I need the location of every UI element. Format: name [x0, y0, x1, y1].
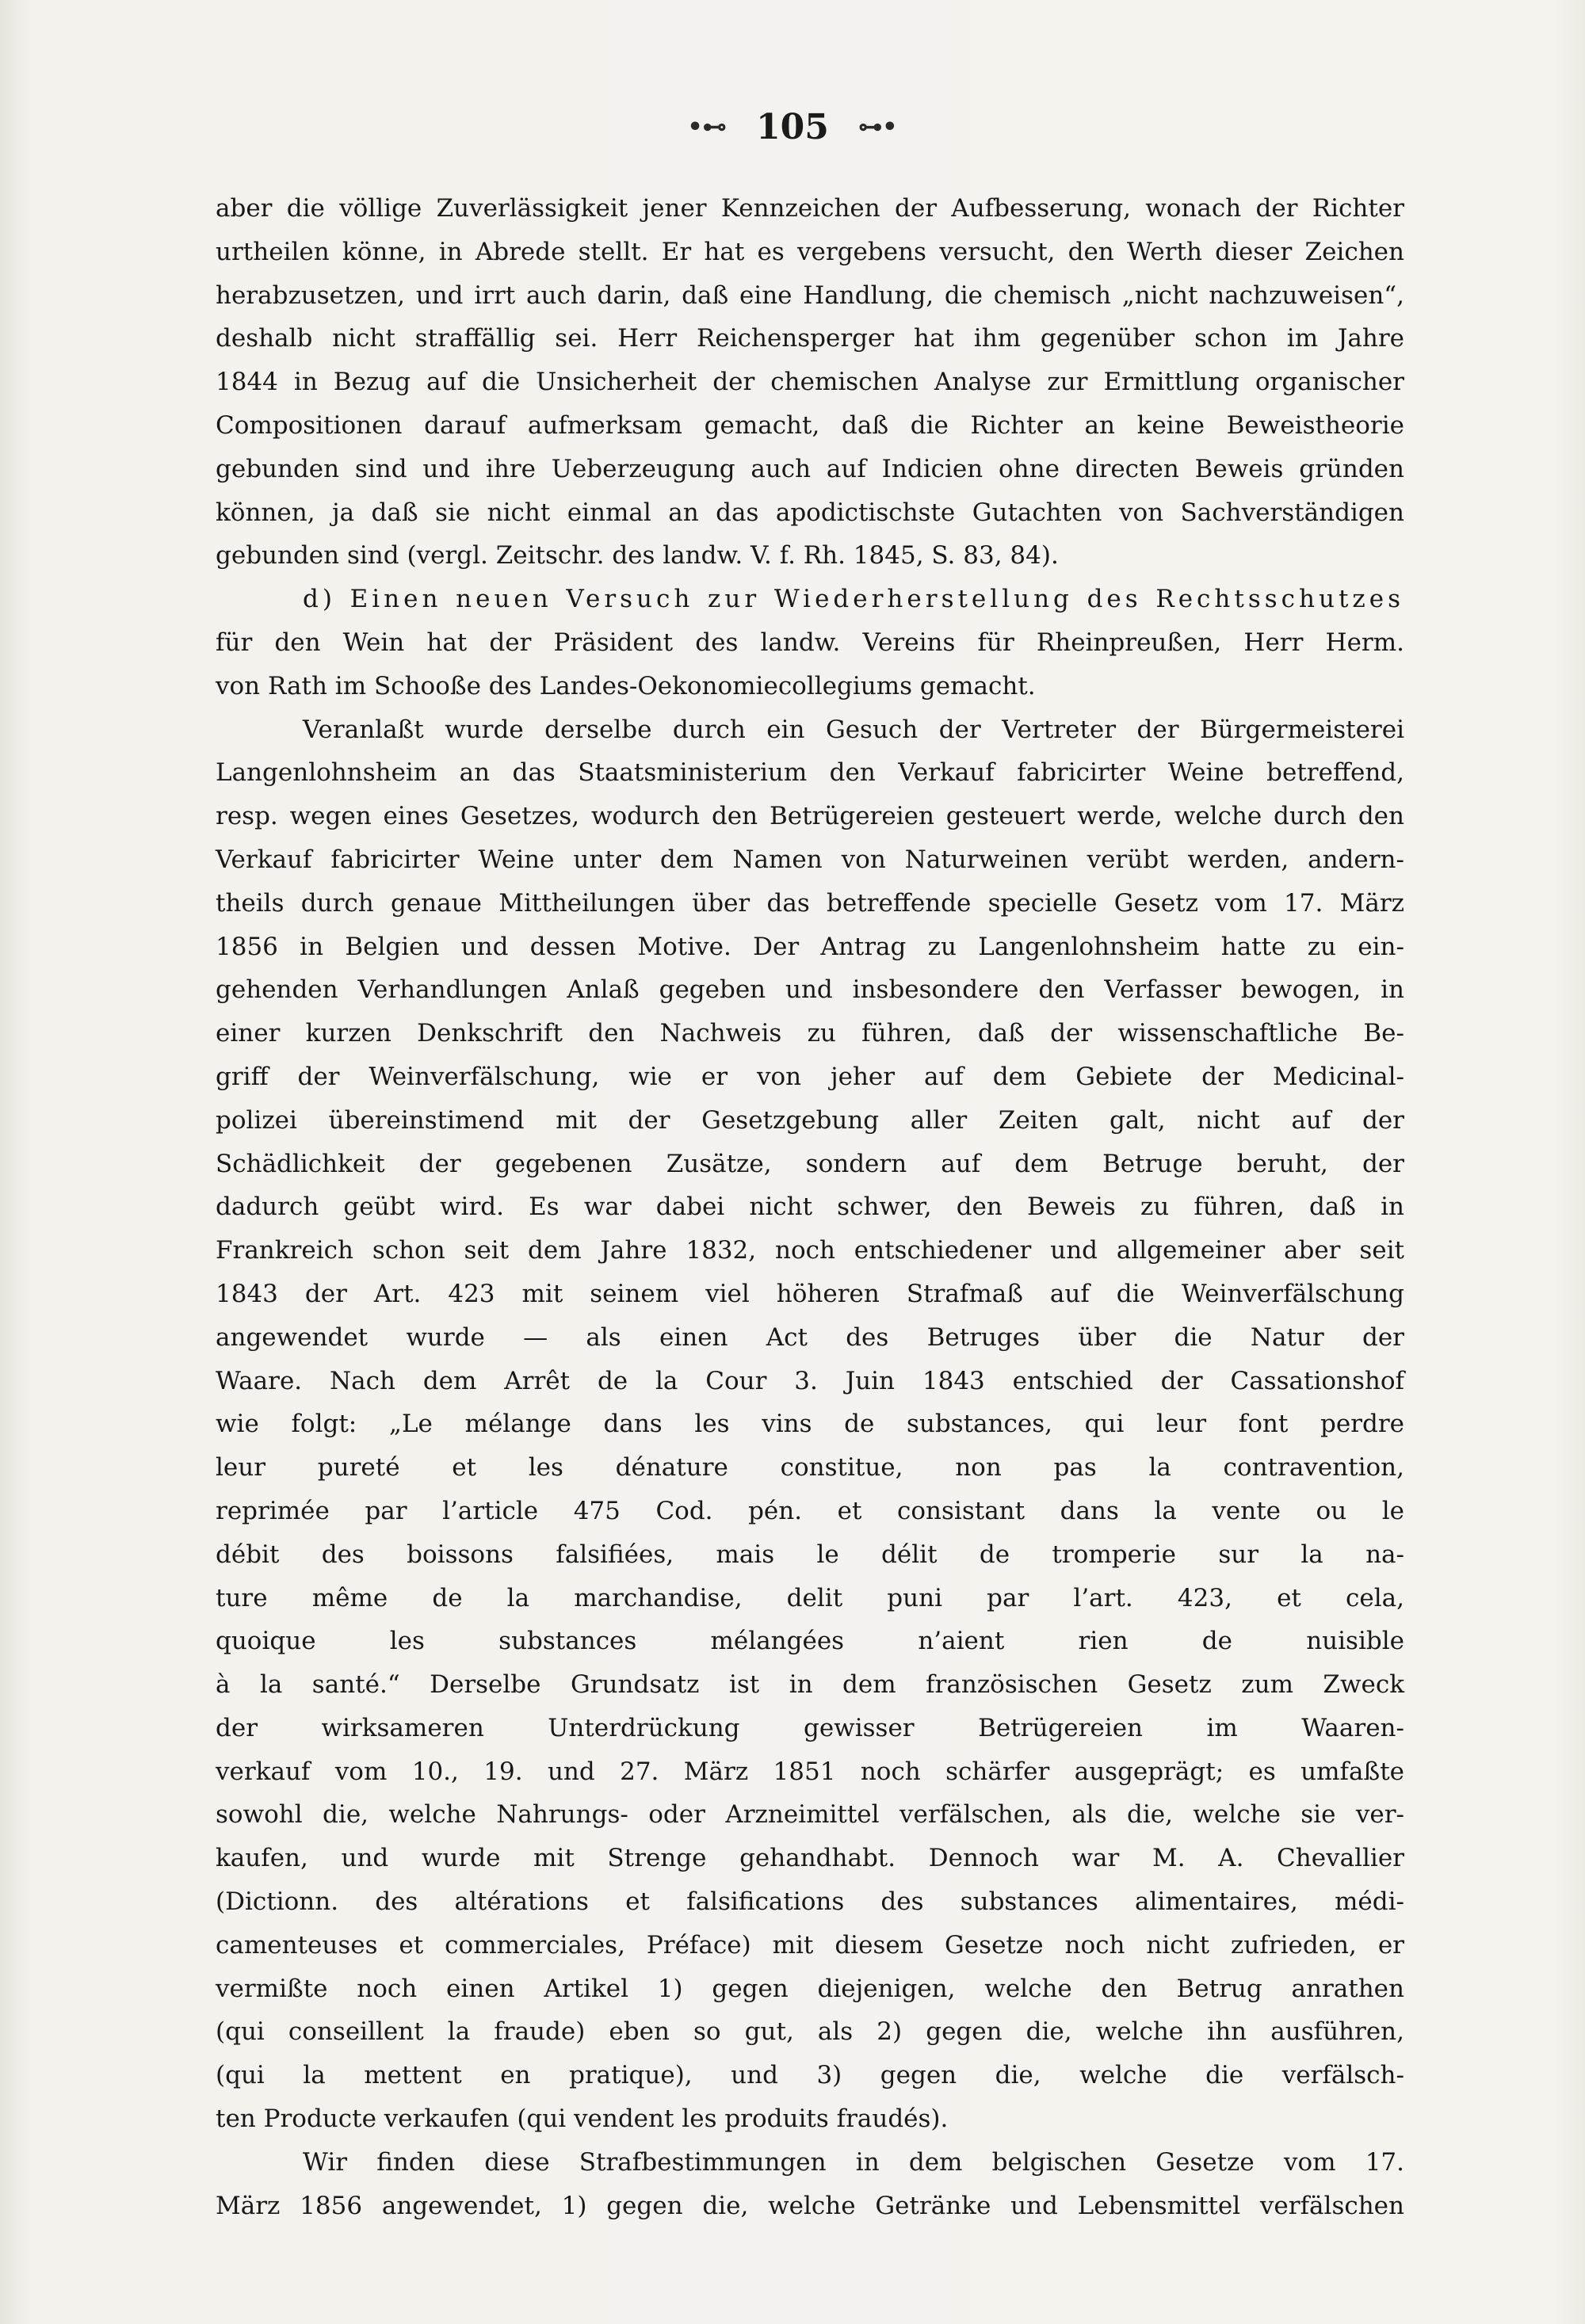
text-line: verkauf vom 10., 19. und 27. März 1851 noch schärfer ausgeprägt; es umfaßte: [216, 1757, 1404, 1786]
text-line: für den Wein hat der Präsident des landw. Vereins für Rheinpreußen, Herr Herm.: [216, 628, 1404, 657]
text-line: dadurch geübt wird. Es war dabei nicht schwer, den Beweis zu führen, daß in: [216, 1193, 1404, 1222]
text-line: griff der Weinverfälschung, wie er von jeher auf dem Gebiete der Medicinal-: [216, 1062, 1404, 1091]
text-line: 1856 in Belgien und dessen Motive. Der Antrag zu Langenlohnsheim hatte zu ein-: [216, 932, 1404, 961]
text-line: débit des boissons falsifiées, mais le délit de tromperie sur la na-: [216, 1540, 1404, 1569]
text-line: Compositionen darauf aufmerksam gemacht, daß die Richter an keine Beweistheorie: [216, 410, 1404, 440]
body-text: [216, 187, 1404, 2227]
text-line: urtheilen könne, in Abrede stellt. Er hat es vergebens versucht, den Werth dieser Zeichen: [216, 237, 1404, 266]
section-heading-line: d) Einen neuen Versuch zur Wiederherstellung des Rechtsschutzes: [303, 585, 1404, 614]
text-line: vermißte noch einen Artikel 1) gegen diejenigen, welche den Betrug anrathen: [216, 1974, 1404, 2003]
text-line: Langenlohnsheim an das Staatsministerium den Verkauf fabricirter Weine betreffend,: [216, 758, 1404, 788]
text-line: von Rath im Schooße des Landes-Oekonomiecollegiums gemacht.: [216, 671, 1036, 700]
text-line: (Dictionn. des altérations et falsifications des substances alimentaires, médi-: [216, 1887, 1404, 1917]
text-line: ture même de la marchandise, delit puni par l’art. 423, et cela,: [216, 1583, 1404, 1612]
text-line: Veranlaßt wurde derselbe durch ein Gesuch der Vertreter der Bürgermeisterei: [303, 715, 1404, 744]
text-line: Frankreich schon seit dem Jahre 1832, noch entschiedener und allgemeiner aber seit: [216, 1236, 1404, 1265]
text-line: polizei übereinstimend mit der Gesetzgebung aller Zeiten galt, nicht auf der: [216, 1105, 1404, 1135]
text-line: resp. wegen eines Gesetzes, wodurch den Betrügereien gesteuert werde, welche durch den: [216, 802, 1404, 831]
text-line: können, ja daß sie nicht einmal an das apodictischste Gutachten von Sachverständigen: [216, 498, 1404, 527]
text-line: (qui la mettent en pratique), und 3) gegen die, welche die verfälsch-: [216, 2061, 1404, 2090]
text-line: quoique les substances mélangées n’aient rien de nuisible: [216, 1627, 1404, 1656]
text-line: theils durch genaue Mittheilungen über das betreffende specielle Gesetz vom 17. März: [216, 888, 1404, 918]
text-line: 1843 der Art. 423 mit seinem viel höheren Strafmaß auf die Weinverfälschung: [216, 1279, 1404, 1308]
page-header: [0, 105, 1585, 147]
text-line: gehenden Verhandlungen Anlaß gegeben und insbesondere den Verfasser bewogen, in: [216, 975, 1404, 1005]
text-line: aber die völlige Zuverlässigkeit jener Kennzeichen der Aufbesserung, wonach der Richter: [216, 194, 1404, 223]
text-line: wie folgt: „Le mélange dans les vins de substances, qui leur font perdre: [216, 1410, 1404, 1439]
text-line: reprimée par l’article 475 Cod. pén. et consistant dans la vente ou le: [216, 1496, 1404, 1525]
text-line: herabzusetzen, und irrt auch darin, daß eine Handlung, die chemisch „nicht nachzuweisen“,: [216, 280, 1404, 310]
text-line: Schädlichkeit der gegebenen Zusätze, sondern auf dem Betruge beruht, der: [216, 1149, 1404, 1178]
text-line: der wirksameren Unterdrückung gewisser Betrügereien im Waaren-: [216, 1713, 1404, 1742]
text-line: à la santé.“ Derselbe Grundsatz ist in dem französischen Gesetz zum Zweck: [216, 1670, 1404, 1700]
ornament-right: ⊶•: [858, 113, 898, 141]
text-line: (qui conseillent la fraude) eben so gut, als 2) gegen die, welche ihn ausführen,: [216, 2017, 1404, 2047]
text-line: März 1856 angewendet, 1) gegen die, welche Getränke und Lebensmittel verfälschen: [216, 2191, 1404, 2220]
text-line: leur pureté et les dénature constitue, non pas la contravention,: [216, 1453, 1404, 1483]
text-line: einer kurzen Denkschrift den Nachweis zu führen, daß der wissenschaftliche Be-: [216, 1019, 1404, 1048]
text-line: Verkauf fabricirter Weine unter dem Namen von Naturweinen verübt werden, andern-: [216, 845, 1404, 874]
text-line: Waare. Nach dem Arrêt de la Cour 3. Juin 1843 entschied der Cassationshof: [216, 1366, 1404, 1395]
page-number: 105: [756, 107, 829, 147]
text-line: 1844 in Bezug auf die Unsicherheit der chemischen Analyse zur Ermittlung organischer: [216, 368, 1404, 397]
text-line: angewendet wurde — als einen Act des Betruges über die Natur der: [216, 1322, 1404, 1352]
text-line: camenteuses et commerciales, Préface) mit diesem Gesetze noch nicht zufrieden, er: [216, 1930, 1404, 1960]
ornament-left: •⊷: [687, 113, 727, 141]
text-line: kaufen, und wurde mit Strenge gehandhabt. Dennoch war M. A. Chevallier: [216, 1844, 1404, 1873]
text-line: ten Producte verkaufen (qui vendent les produits fraudés).: [216, 2105, 949, 2134]
text-line: gebunden sind (vergl. Zeitschr. des landw. V. f. Rh. 1845, S. 83, 84).: [216, 541, 1059, 571]
text-line: sowohl die, welche Nahrungs- oder Arzneimittel verfälschen, als die, welche sie ver-: [216, 1800, 1404, 1830]
text-line: deshalb nicht straffällig sei. Herr Reichensperger hat ihm gegenüber schon im Jahre: [216, 324, 1404, 353]
text-line: gebunden sind und ihre Ueberzeugung auch auf Indicien ohne directen Beweis gründen: [216, 454, 1404, 483]
text-line: Wir finden diese Strafbestimmungen in dem belgischen Gesetze vom 17.: [303, 2147, 1404, 2177]
